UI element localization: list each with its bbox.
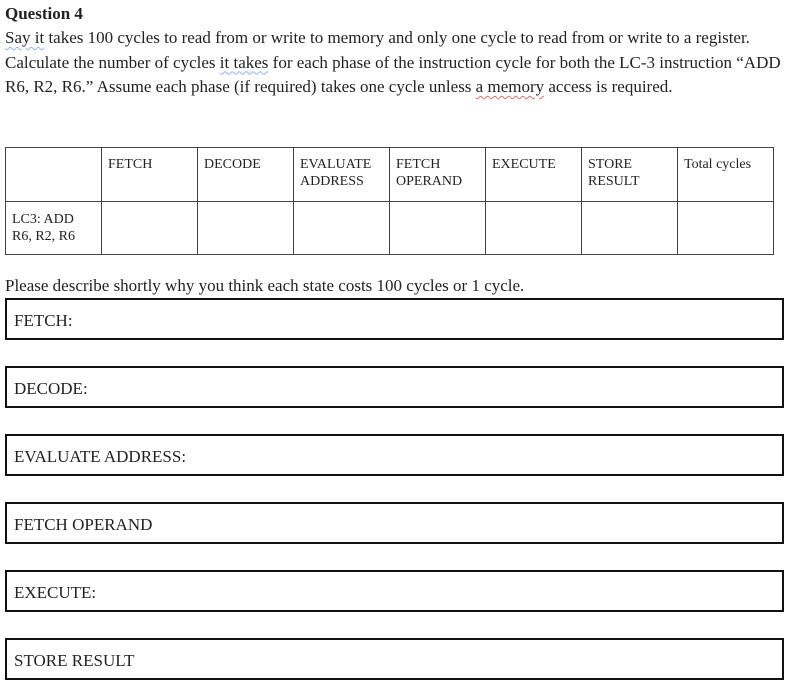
header-fetch-operand: FETCH OPERAND xyxy=(390,148,486,202)
question-text-part: for each phase of the instruction cycle for both the LC-3 instruction “ADD R6, R2, R6.” Assume each phase (if required) takes one cycle unless xyxy=(5,52,781,96)
describe-prompt: Please describe shortly why you think each state costs 100 cycles or 1 cycle. xyxy=(5,276,525,295)
header-total-cycles: Total cycles xyxy=(678,148,774,202)
question-title: Question 4 xyxy=(5,4,83,23)
header-evaluate-address: EVALUATE ADDRESS xyxy=(294,148,390,202)
header-store-result: STORE RESULT xyxy=(582,148,678,202)
answer-box-fetch-operand[interactable] xyxy=(5,502,784,544)
spellcheck-phrase: it takes xyxy=(219,52,269,72)
cell-fetch-operand[interactable] xyxy=(390,202,486,255)
header-decode: DECODE xyxy=(198,148,294,202)
answer-box-decode[interactable] xyxy=(5,366,784,408)
answer-label-decode: DECODE: xyxy=(14,379,88,398)
answer-label-fetch: FETCH: xyxy=(14,311,73,330)
cell-execute[interactable] xyxy=(486,202,582,255)
spellcheck-phrase: a memory xyxy=(475,77,545,96)
question-text-part: takes 100 cycles to read from or write to memory and only one cycle to read from or write to a register. Calculate the number of cycles xyxy=(5,28,750,72)
row-label: LC3: ADD R6, R2, R6 xyxy=(6,202,102,255)
answer-box-execute[interactable] xyxy=(5,570,784,612)
header-fetch: FETCH xyxy=(102,148,198,202)
cell-evaluate-address[interactable] xyxy=(294,202,390,255)
question-text-part: access is required. xyxy=(544,77,673,96)
cell-decode[interactable] xyxy=(198,202,294,255)
answer-box-fetch[interactable] xyxy=(5,298,784,340)
header-cell-empty xyxy=(6,148,102,202)
answer-label-execute: EXECUTE: xyxy=(14,583,97,602)
answer-label-evaluate-address: EVALUATE ADDRESS: xyxy=(14,447,187,466)
question-text xyxy=(5,26,785,100)
cell-total-cycles[interactable] xyxy=(678,202,774,255)
answer-box-store-result[interactable] xyxy=(5,638,784,680)
cell-store-result[interactable] xyxy=(582,202,678,255)
table-header-row xyxy=(6,148,774,202)
table-row xyxy=(6,202,774,255)
cycle-table xyxy=(5,147,774,255)
header-execute: EXECUTE xyxy=(486,148,582,202)
spellcheck-phrase: Say it xyxy=(5,28,45,47)
cell-fetch[interactable] xyxy=(102,202,198,255)
answer-label-store-result: STORE RESULT xyxy=(14,651,135,670)
answer-label-fetch-operand: FETCH OPERAND xyxy=(14,515,153,534)
answer-box-evaluate-address[interactable] xyxy=(5,434,784,476)
